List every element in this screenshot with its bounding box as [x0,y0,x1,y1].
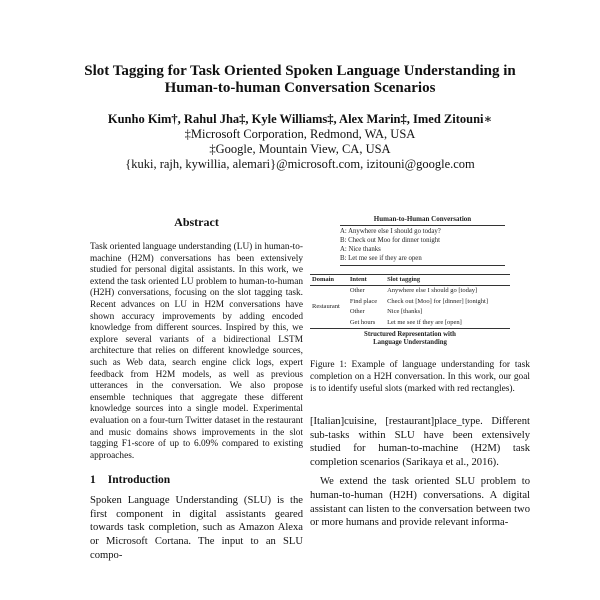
left-column [90,215,303,562]
body-paragraph-2: We extend the task oriented SLU problem to human-to-human (H2H) conversations. A digital assistant can listen to the conversation between two or more humans and provide relevant informa- [310,476,530,529]
conversation-line: B: Let me see if they are open [340,255,422,262]
introduction-heading [90,474,303,486]
section-number: 1 [90,474,96,487]
header-domain: Domain [310,275,348,286]
intent-cell: Other [349,308,365,316]
author-block [40,112,560,172]
figure-1 [310,215,530,347]
intent-cell: Other [349,287,365,295]
header-slot-tagging: Slot tagging [385,275,510,286]
conversation-box [340,215,505,266]
paper-title [40,63,560,97]
abstract-heading: Abstract [174,215,219,229]
slot-cell: Let me see if they are [open] [385,318,510,329]
affiliation-microsoft: ‡Microsoft Corporation, Redmond, WA, USA [184,127,416,141]
conversation-title: Human-to-Human Conversation [340,215,505,226]
conversation-lines [340,226,505,266]
affiliation-google: ‡Google, Mountain View, CA, USA [209,142,391,156]
author-names: Kunho Kim†, Rahul Jha‡, Kyle Williams‡, Alex Marin‡, Imed Zitouni∗ [107,112,493,126]
domain-cell: Restaurant [310,286,348,329]
slot-cell: Nice [thanks] [387,308,423,316]
figure-caption: Figure 1: Example of language understanding for task completion on a H2H conversation. In this work, our goal is to identify useful slots (marked with red rectangles). [310,360,530,395]
abstract-text: Task oriented language understanding (LU) in human-to-machine (H2M) conversations has been extensively studied for personal digital assistants. In this work, we extend the task oriented LU problem to human-to-human (H2H) conversations, focusing on the slot tagging task. Recent advances on LU in H2M conversations have shown accuracy improvements by adding encoded knowledge from different sources. Inspired by this, we explore several variants of a bidirectional LSTM architecture that relies on different knowledge sources, such as Web data, search engine click logs, expert feedback from H2M models, as well as previous utterances in the conversation. We also propose ensemble techniques that aggregate these different knowledge sources into a single model. Experimental evaluation on a four-turn Twitter dataset in the restaurant and music domains shows improvements in the slot tagging F1-score of up to 6.09% compared to existing approaches. [90,242,303,461]
right-column [310,215,530,530]
structured-caption-line-2: Language Understanding [373,339,447,347]
author-emails: {kuki, rajh, kywillia, alemari}@microsoft.com, izitouni@google.com [125,157,475,171]
conversation-line: A: Anywhere else I should go today? [340,228,441,235]
structured-caption [310,331,510,347]
table-row [310,286,510,297]
slot-cell: Anywhere else I should go [today] [387,287,478,295]
intent-cell: Find place [349,297,378,305]
introduction-text: Spoken Language Understanding (SLU) is the first component in digital assistants geared towards task completion, such as Amazon Alexa or Microsoft Cortana. The input to an SLU compo- [90,495,303,561]
title-line-1: Slot Tagging for Task Oriented Spoken Language Understanding in [84,63,516,79]
title-line-2: Human-to-human Conversation Scenarios [164,80,436,96]
body-paragraph-1: [Italian]cuisine, [restaurant]place_type. Different sub-tasks within SLU have been extensively studied for human-to-machine (H2M) task completion scenarios (Sarikaya et al., 2016). [310,416,530,468]
conversation-line: A: Nice thanks [340,246,381,253]
slot-cell: Check out [Moo] for [dinner] [tonight] [387,297,488,305]
intent-cell: Get hours [348,318,385,329]
table-header-row [310,275,510,286]
conversation-line: B: Check out Moo for dinner tonight [340,237,441,244]
structured-caption-line-1: Structured Representation with [364,331,456,339]
section-title: Introduction [107,474,171,487]
structured-representation-table [310,274,510,329]
header-intent: Intent [348,275,385,286]
